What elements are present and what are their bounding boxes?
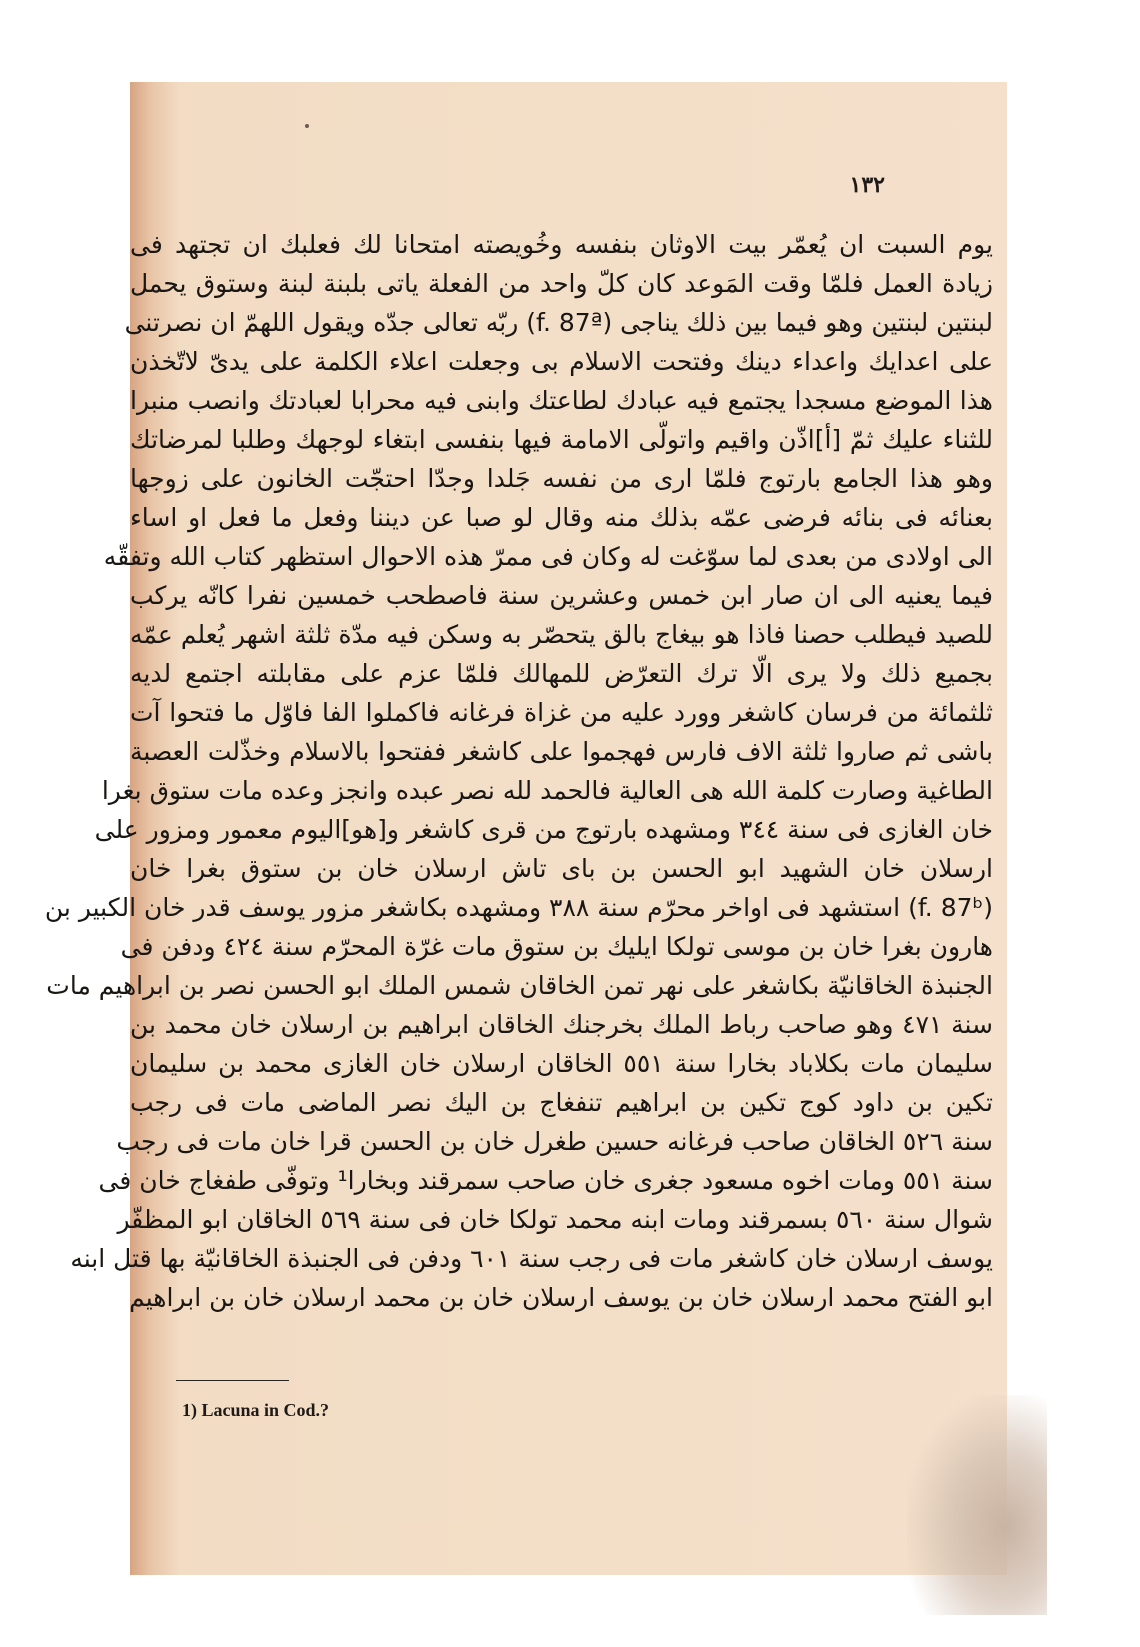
text-line-6: للثناء عليك ثمّ [أ]اذّن واقيم واتولّى الامامة فيها بنفسى ابتغاء لوجهك وطلبا لمرضاتك bbox=[130, 425, 993, 454]
footnote-divider bbox=[176, 1380, 289, 1381]
text-line-19: هارون بغرا خان بن موسى تولكا ايليك بن ستوق مات غرّة المحرّم سنة ٤٢٤ ودفن فى bbox=[120, 932, 993, 961]
text-line-5: هذا الموضع مسجدا يجتمع فيه عبادك لطاعتك وابنى فيه محرابا لعبادتك وانصب منبرا bbox=[130, 386, 993, 415]
text-line-4: على اعدايك واعداء دينك وفتحت الاسلام بى وجعلت اعلاء الكلمة على يدىّ لاتّخذن bbox=[130, 347, 993, 376]
text-line-17: ارسلان خان الشهيد ابو الحسن بن باى تاش ارسلان خان بن ستوق بغرا خان bbox=[130, 854, 993, 883]
page-number: ١٣٢ bbox=[849, 172, 885, 198]
text-line-7: وهو هذا الجامع بارتوج فلمّا ارى من نفسه جَلدا وجدّا احتجّت الخانون على زوجها bbox=[130, 464, 993, 493]
text-line-27: يوسف ارسلان خان كاشغر مات فى رجب سنة ٦٠١ ودفن فى الجنبذة الخاقانيّة بها قتل ابنه bbox=[70, 1244, 993, 1273]
text-line-12: بجميع ذلك ولا يرى الّا ترك التعرّض للمهالك فلمّا عزم على مقابلته اجتمع لديه bbox=[130, 659, 993, 688]
text-line-20: الجنبذة الخاقانيّة بكاشغر على نهر تمن الخاقان شمس الملك ابو الحسن نصر بن ابراهيم مات bbox=[46, 971, 993, 1000]
text-line-13: ثلثمائة من فرسان كاشغر وورد عليه من غزاة فرغانه فاكملوا الفا فاوّل ما فتحوا آت bbox=[130, 698, 993, 727]
footnote: 1) Lacuna in Cod.? bbox=[182, 1400, 330, 1420]
text-line-28: ابو الفتح محمد ارسلان خان بن يوسف ارسلان خان بن محمد ارسلان خان بن ابراهيم bbox=[129, 1283, 993, 1312]
text-line-23: تكين بن داود كوج تكين بن ابراهيم تنفغاج بن اليك نصر الماضى مات فى رجب bbox=[130, 1088, 993, 1117]
text-line-8: بعنائه فى بنائه فرضى عمّه بذلك منه وقال لو صبا عن ديننا وفعل ما فعل او اساء bbox=[130, 503, 993, 532]
text-line-10: فيما يعنيه الى ان صار ابن خمس وعشرين سنة فاصطحب خمسين نفرا كانّه يركب bbox=[130, 581, 993, 610]
main-text bbox=[44, 225, 993, 1317]
text-line-14: باشى ثم صاروا ثلثة الاف فارس فهجموا على كاشغر ففتحوا بالاسلام وخذّلت العصبة bbox=[130, 737, 993, 766]
text-line-24: سنة ٥٢٦ الخاقان صاحب فرغانه حسين طغرل خان بن الحسن قرا خان مات فى رجب bbox=[116, 1127, 993, 1156]
text-line-22: سليمان مات بكلاباد بخارا سنة ٥٥١ الخاقان ارسلان خان الغازى محمد بن سليمان bbox=[130, 1049, 993, 1078]
book-page bbox=[44, 82, 1007, 1575]
text-line-3: لبنتين لبنتين وهو فيما بين ذلك يناجى (f. 87ª) ربّه تعالى جدّه ويقول اللهمّ ان نصرتنى bbox=[124, 308, 993, 337]
text-line-15: الطاغية وصارت كلمة الله هى العالية فالحمد لله نصر عبده وانجز وعده مات ستوق بغرا bbox=[101, 776, 993, 805]
text-line-18: (f. 87ᵇ) استشهد فى اواخر محرّم سنة ٣٨٨ ومشهده بكاشغر مزور يوسف قدر خان الكبير بن bbox=[44, 893, 993, 922]
text-line-9: الى اولادى من بعدى لما سوّغت له وكان فى ممرّ هذه الاحوال استظهر كتاب الله وتفقّه bbox=[103, 542, 993, 571]
page-smudge bbox=[907, 1395, 1047, 1615]
text-line-21: سنة ٤٧١ وهو صاحب رباط الملك بخرجنك الخاقان ابراهيم بن ارسلان خان محمد بن bbox=[130, 1010, 993, 1039]
text-line-1: يوم السبت ان يُعمّر بيت الاوثان بنفسه وخُويصته امتحانا لك فعلبك ان تجتهد فى bbox=[130, 230, 993, 259]
text-line-16: خان الغازى فى سنة ٣٤٤ ومشهده بارتوج من قرى كاشغر و[هو]اليوم معمور ومزور على bbox=[94, 815, 993, 844]
text-line-11: للصيد فيطلب حصنا فاذا هو بيغاج بالق يتحصّر به وسكن فيه مدّة ثلثة اشهر يُعلم عمّه bbox=[130, 620, 993, 649]
text-line-26: شوال سنة ٥٦٠ بسمرقند ومات ابنه محمد تولكا خان فى سنة ٥٦٩ الخاقان ابو المظفّر bbox=[117, 1205, 993, 1234]
text-line-2: زيادة العمل فلمّا وقت المَوعد كان كلّ واحد من الفعلة ياتى بلبنة لبنة وستوق يحمل bbox=[130, 269, 993, 298]
ink-dot bbox=[305, 124, 309, 128]
text-line-25: سنة ٥٥١ ومات اخوه مسعود جغرى خان صاحب سمرقند وبخارا¹ وتوفّى طفغاج خان فى bbox=[98, 1166, 993, 1195]
